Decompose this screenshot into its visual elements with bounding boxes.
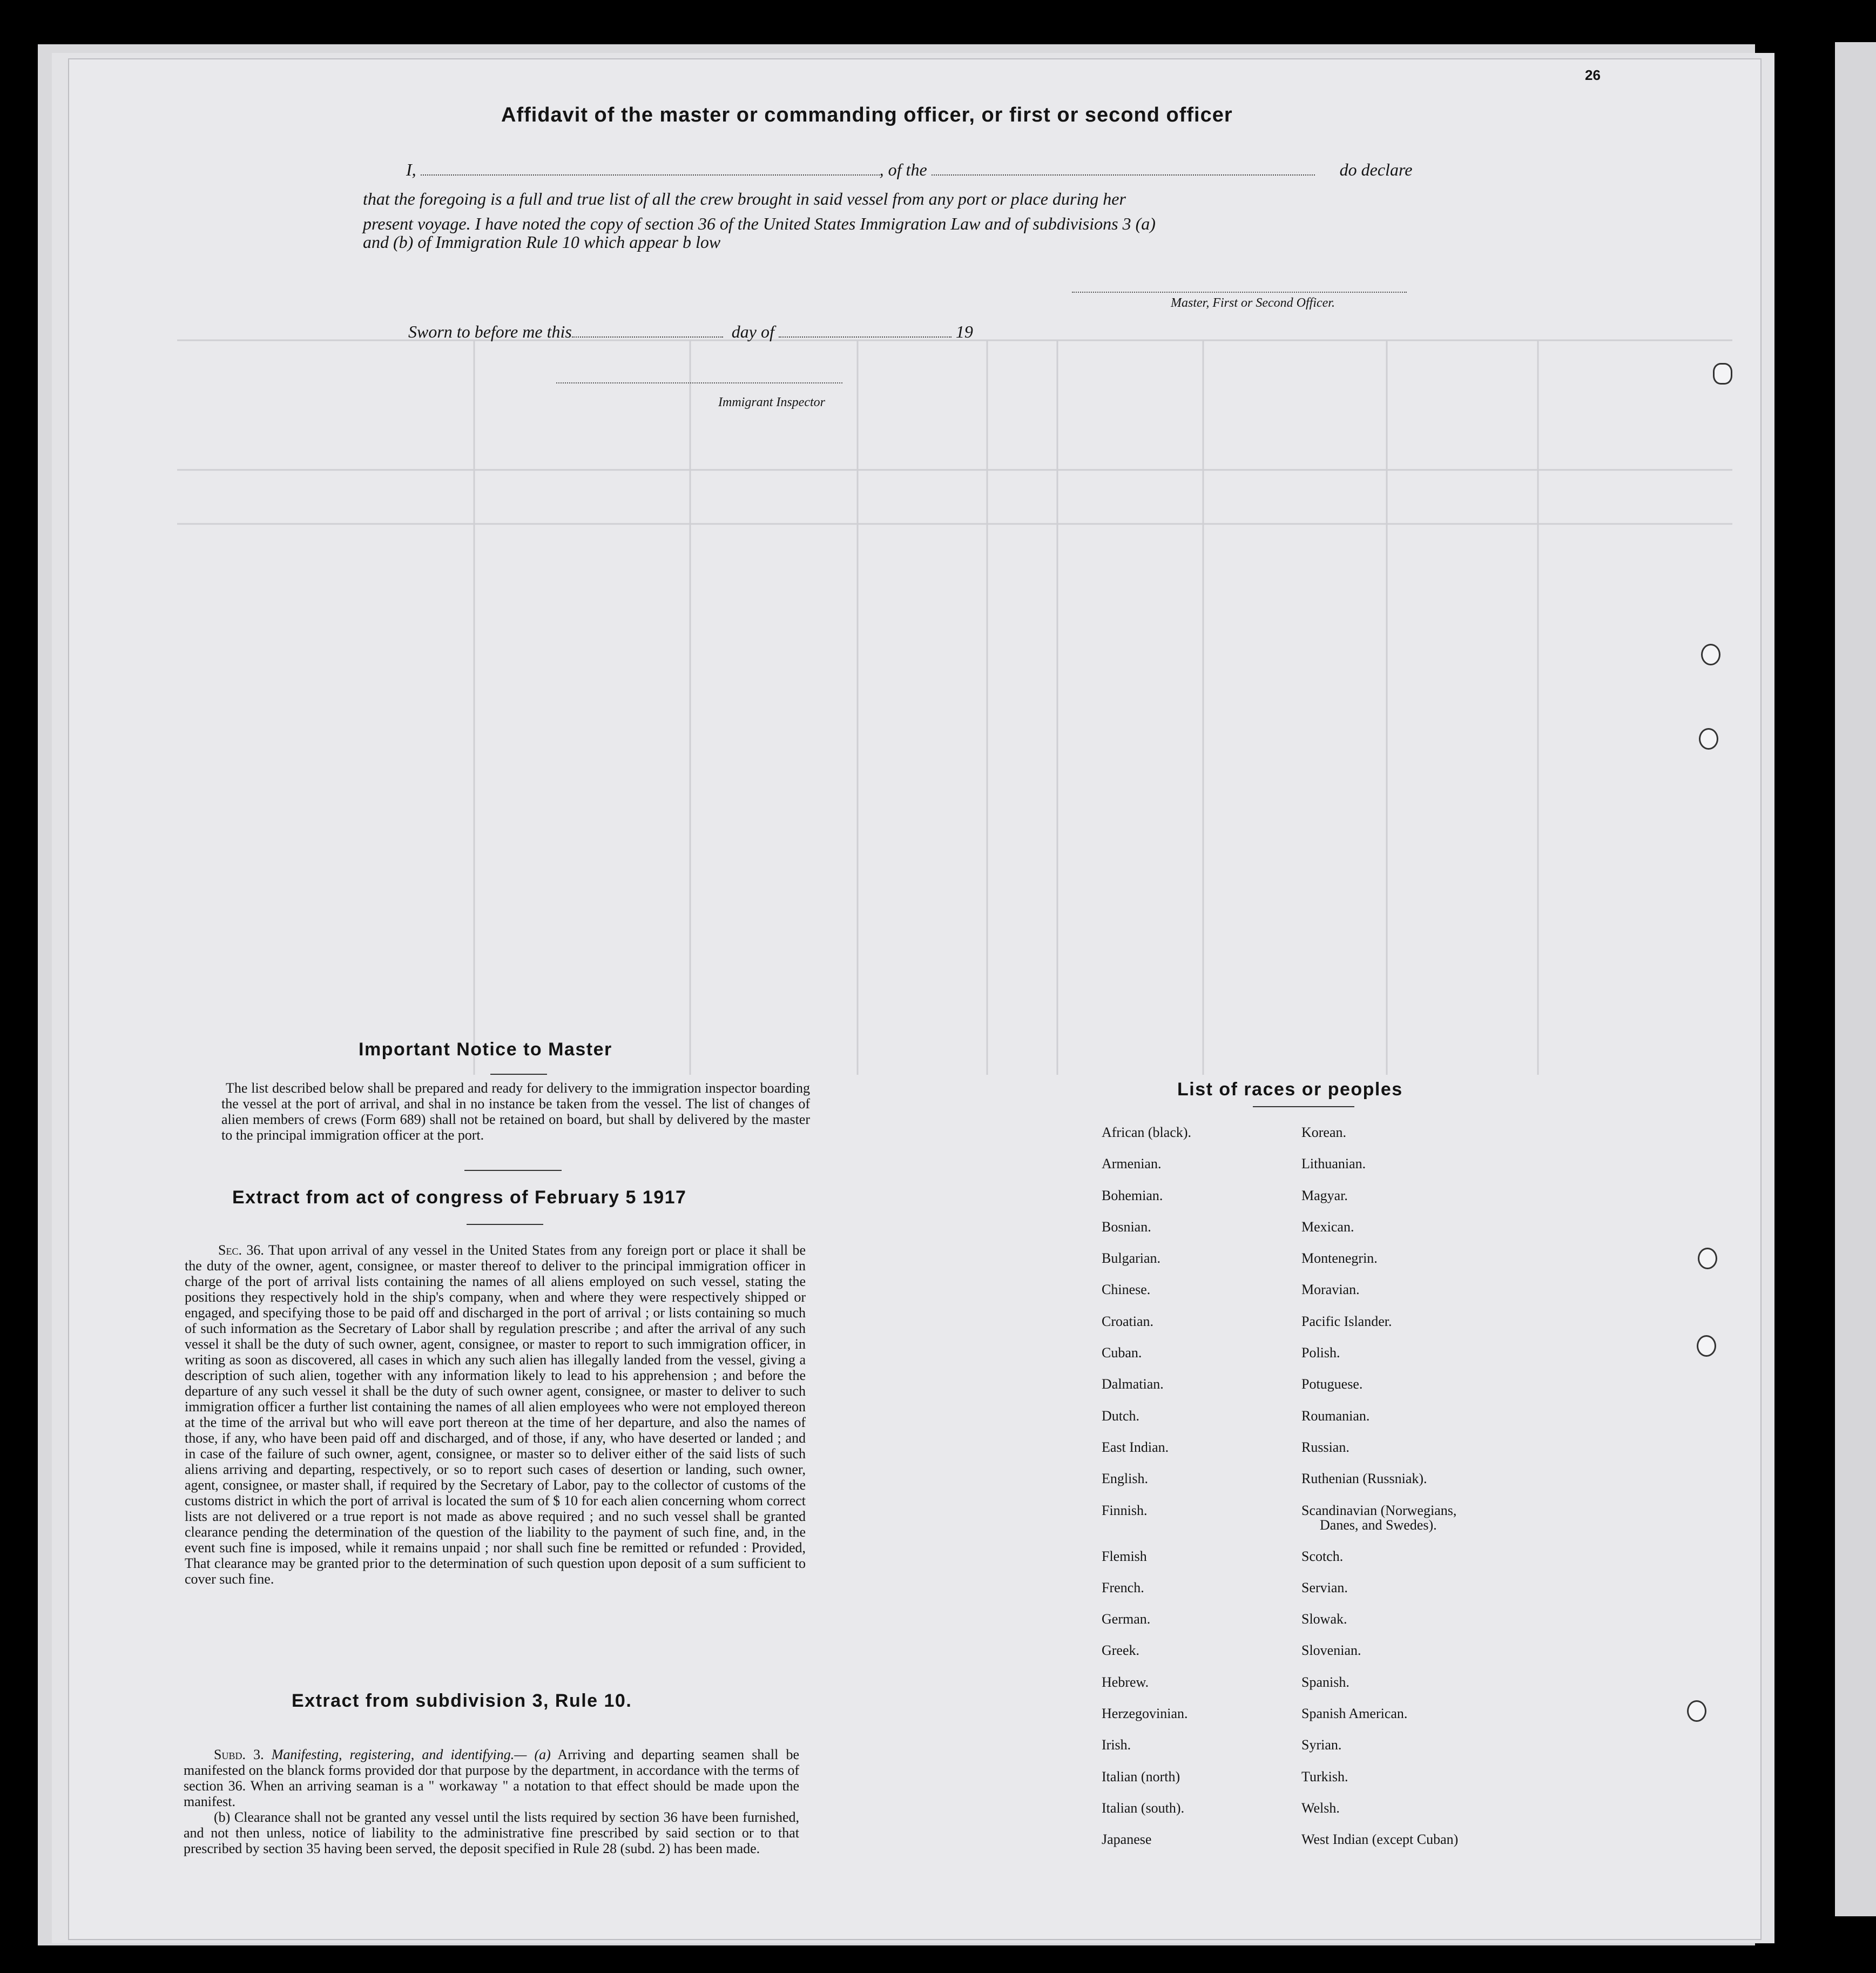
race-item: Italian (north) — [1102, 1768, 1180, 1785]
race-item: Servian. — [1301, 1579, 1348, 1595]
race-item: Italian (south). — [1102, 1800, 1185, 1816]
affidavit-of-the: , of the — [879, 160, 927, 179]
section-36-text: That upon arrival of any vessel in the United States from any foreign port or place it shall be the duty of the owner, agent, consignee, or master thereof to deliver to the principal immigration officer in charge of the port of arrival lists containing the names of all aliens employed on such vessel, stating the positions they respectively hold in the ship's company, when and where they were respectively shipped or engaged, and specifying those to be paid off and discharged in the port of arrival ; or lists containing so much of such information as the Secretary of Labor shall by regulation prescribe ; and after the arrival of any such vessel it shall be the duty of such owner, agent, consignee, or master to report to such immigration officer, in writing as soon as discovered, all cases in which any such alien has illegally landed from the vessel, giving a description of such alien, together with any information likely to lead to his apprehension ; and before the departure of any such vessel it shall be the duty of such owner agent, consignee, or master to deliver to such immigration officer a further list containing the names of all alien employees who were not employed thereon at the time of the arrival but who will eave port thereon at the time of her departure, and also the names of those, if any, who have been paid off and discharged, and of those, if any, who have deserted or landed ; and in case of the failure of such owner, agent, consignee, or master so to deliver either of the said lists of such aliens arriving and departing, respectively, or so to report such cases of desertion or landing, such owner, agent, consignee, or master shall, if required by the Secretary of Labor, pay to the collector of customs of the customs district in which the port of arrival is located the sum of $ 10 for each alien concerning whom correct lists are not delivered or a true report is not made as above required ; and no such vessel shall be granted clearance pending the determination of the question of the liability to the payment of such fine, and, in the event such fine is imposed, while it remains unpaid ; nor shall such fine be remitted or refunded : Provided, That clearance may be granted prior to the determination of such question upon deposit of a sum sufficient to cover such fine. — [185, 1242, 806, 1587]
race-item-continuation: Danes, and Swedes). — [1320, 1517, 1437, 1533]
subd-text-a: Arriving and departing seamen shall be manifested on the blanck forms provided dor that purpose by the department, in accordance with the terms of section 36. When an arriving seaman is a " workaway " a notation to that effect should be made upon the manifest. — [184, 1747, 800, 1809]
race-item: Greek. — [1102, 1642, 1140, 1659]
inspector-signature-line — [556, 382, 842, 383]
race-item: Lithuanian. — [1301, 1156, 1366, 1172]
notice-title-underline — [490, 1074, 547, 1075]
notice-divider — [464, 1170, 562, 1171]
race-item: Slovenian. — [1301, 1642, 1361, 1659]
sworn-before-label: Sworn to before me this — [408, 322, 572, 341]
binder-hole-icon — [1699, 728, 1718, 750]
race-item: Roumanian. — [1301, 1408, 1370, 1424]
subd-text-b: Clearance shall not be granted any vessel until the lists required by section 36 have been furnished, and not then unless, notice of liability to the administrative fine prescribed by said section or to that prescribed by section 35 having been served, the deposit specified in Rule 28 (subd. 2) has been made. — [184, 1809, 799, 1856]
race-item: Pacific Islander. — [1301, 1313, 1392, 1329]
vessel-blank — [932, 160, 1315, 176]
race-item: Montenegrin. — [1301, 1250, 1378, 1267]
race-item: African (black). — [1102, 1124, 1192, 1140]
rule-subdivision-3 — [184, 1747, 799, 1856]
race-item: German. — [1102, 1611, 1151, 1627]
race-item: Dutch. — [1102, 1408, 1140, 1424]
act-section-36 — [185, 1242, 806, 1587]
race-item: Herzegovinian. — [1102, 1706, 1188, 1722]
races-right-column — [1301, 1124, 1528, 1863]
act-extract-underline — [467, 1224, 543, 1225]
race-item: Cuban. — [1102, 1345, 1142, 1361]
month-blank — [779, 322, 952, 338]
race-item: West Indian (except Cuban) — [1301, 1831, 1459, 1848]
race-item: Turkish. — [1301, 1768, 1348, 1785]
affidavit-do-declare: do declare — [1339, 160, 1413, 179]
race-item: Armenian. — [1102, 1156, 1162, 1172]
affidavit-title: Affidavit of the master or commanding officer, or first or second officer — [501, 104, 1233, 126]
race-item: French. — [1102, 1579, 1144, 1595]
race-item: Slowak. — [1301, 1611, 1347, 1627]
binder-hole-icon — [1687, 1700, 1706, 1722]
sheet-number: 26 — [1585, 67, 1601, 83]
binder-hole-icon — [1701, 644, 1720, 665]
race-item: Bulgarian. — [1102, 1250, 1161, 1267]
race-item: Ruthenian (Russniak). — [1301, 1471, 1427, 1487]
binder-hole-icon — [1713, 363, 1732, 385]
race-item: Dalmatian. — [1102, 1376, 1164, 1392]
affidavit-line-1 — [406, 160, 1412, 180]
races-title: List of races or peoples — [1177, 1079, 1403, 1100]
affidavit-line-4: and (b) of Immigration Rule 10 which appear b low — [363, 232, 721, 252]
binder-hole-icon — [1698, 1248, 1717, 1269]
adjacent-page-edge — [1835, 42, 1876, 1916]
race-item: Scotch. — [1301, 1548, 1344, 1564]
race-item: Welsh. — [1301, 1800, 1340, 1816]
subd-heading: Manifesting, registering, and identifying.— (a) — [271, 1747, 551, 1762]
race-item: Korean. — [1301, 1124, 1347, 1140]
affidavit-i: I, — [406, 160, 416, 179]
race-item: English. — [1102, 1471, 1148, 1487]
race-item: Spanish. — [1301, 1674, 1349, 1690]
race-item: Syrian. — [1301, 1737, 1342, 1753]
race-item: Flemish — [1102, 1548, 1147, 1564]
binder-hole-icon — [1697, 1335, 1716, 1357]
race-item: Finnish. — [1102, 1502, 1148, 1518]
race-item: Russian. — [1301, 1439, 1349, 1455]
act-extract-title: Extract from act of congress of February 5 1917 — [232, 1187, 687, 1208]
day-of-label: day of — [731, 322, 774, 341]
race-item: Bosnian. — [1102, 1218, 1151, 1235]
race-item: Croatian. — [1102, 1313, 1154, 1329]
affidavit-line-2: that the foregoing is a full and true list of all the crew brought in said vessel from any port or place during her — [363, 189, 1126, 208]
notice-text: The list described below shall be prepared and ready for delivery to the immigration inspector boarding the vessel at the port of arrival, and shal in no instance be taken from the vessel. The list of changes of alien members of crews (Form 689) shall not be retained on board, but shall by delivered by the master to the principal immigration officer at the port. — [221, 1080, 810, 1143]
signature-label: Master, First or Second Officer. — [1171, 296, 1335, 310]
notice-title: Important Notice to Master — [359, 1039, 612, 1060]
race-item: Potuguese. — [1301, 1376, 1363, 1392]
race-item: Spanish American. — [1301, 1706, 1408, 1722]
race-item: Chinese. — [1102, 1282, 1151, 1298]
inspector-label: Immigrant Inspector — [718, 395, 825, 409]
signature-line — [1072, 292, 1407, 293]
subd-label: Subd. 3. — [214, 1747, 264, 1762]
sworn-line — [408, 322, 973, 342]
race-item-multiline — [1301, 1503, 1528, 1548]
day-blank — [572, 322, 723, 338]
race-item: Polish. — [1301, 1345, 1340, 1361]
race-item: Irish. — [1102, 1737, 1131, 1753]
race-item: Japanese — [1102, 1831, 1152, 1848]
year-prefix: 19 — [955, 322, 973, 341]
race-item: Hebrew. — [1102, 1674, 1149, 1690]
subd-b-label: (b) — [214, 1809, 231, 1825]
races-title-underline — [1253, 1106, 1354, 1107]
races-left-column — [1102, 1124, 1296, 1863]
rule-extract-title: Extract from subdivision 3, Rule 10. — [292, 1691, 632, 1711]
affidavit-line-3: present voyage. I have noted the copy of section 36 of the United States Immigration Law and of subdivisions 3 (a) — [363, 214, 1156, 233]
race-item: Bohemian. — [1102, 1187, 1163, 1203]
race-item: Magyar. — [1301, 1187, 1348, 1203]
race-item: Scandinavian (Norwegians, — [1301, 1502, 1457, 1518]
name-blank — [421, 160, 880, 176]
race-item: East Indian. — [1102, 1439, 1169, 1455]
race-item: Moravian. — [1301, 1282, 1360, 1298]
race-item: Mexican. — [1301, 1218, 1354, 1235]
section-36-label: Sec. 36. — [218, 1242, 264, 1258]
